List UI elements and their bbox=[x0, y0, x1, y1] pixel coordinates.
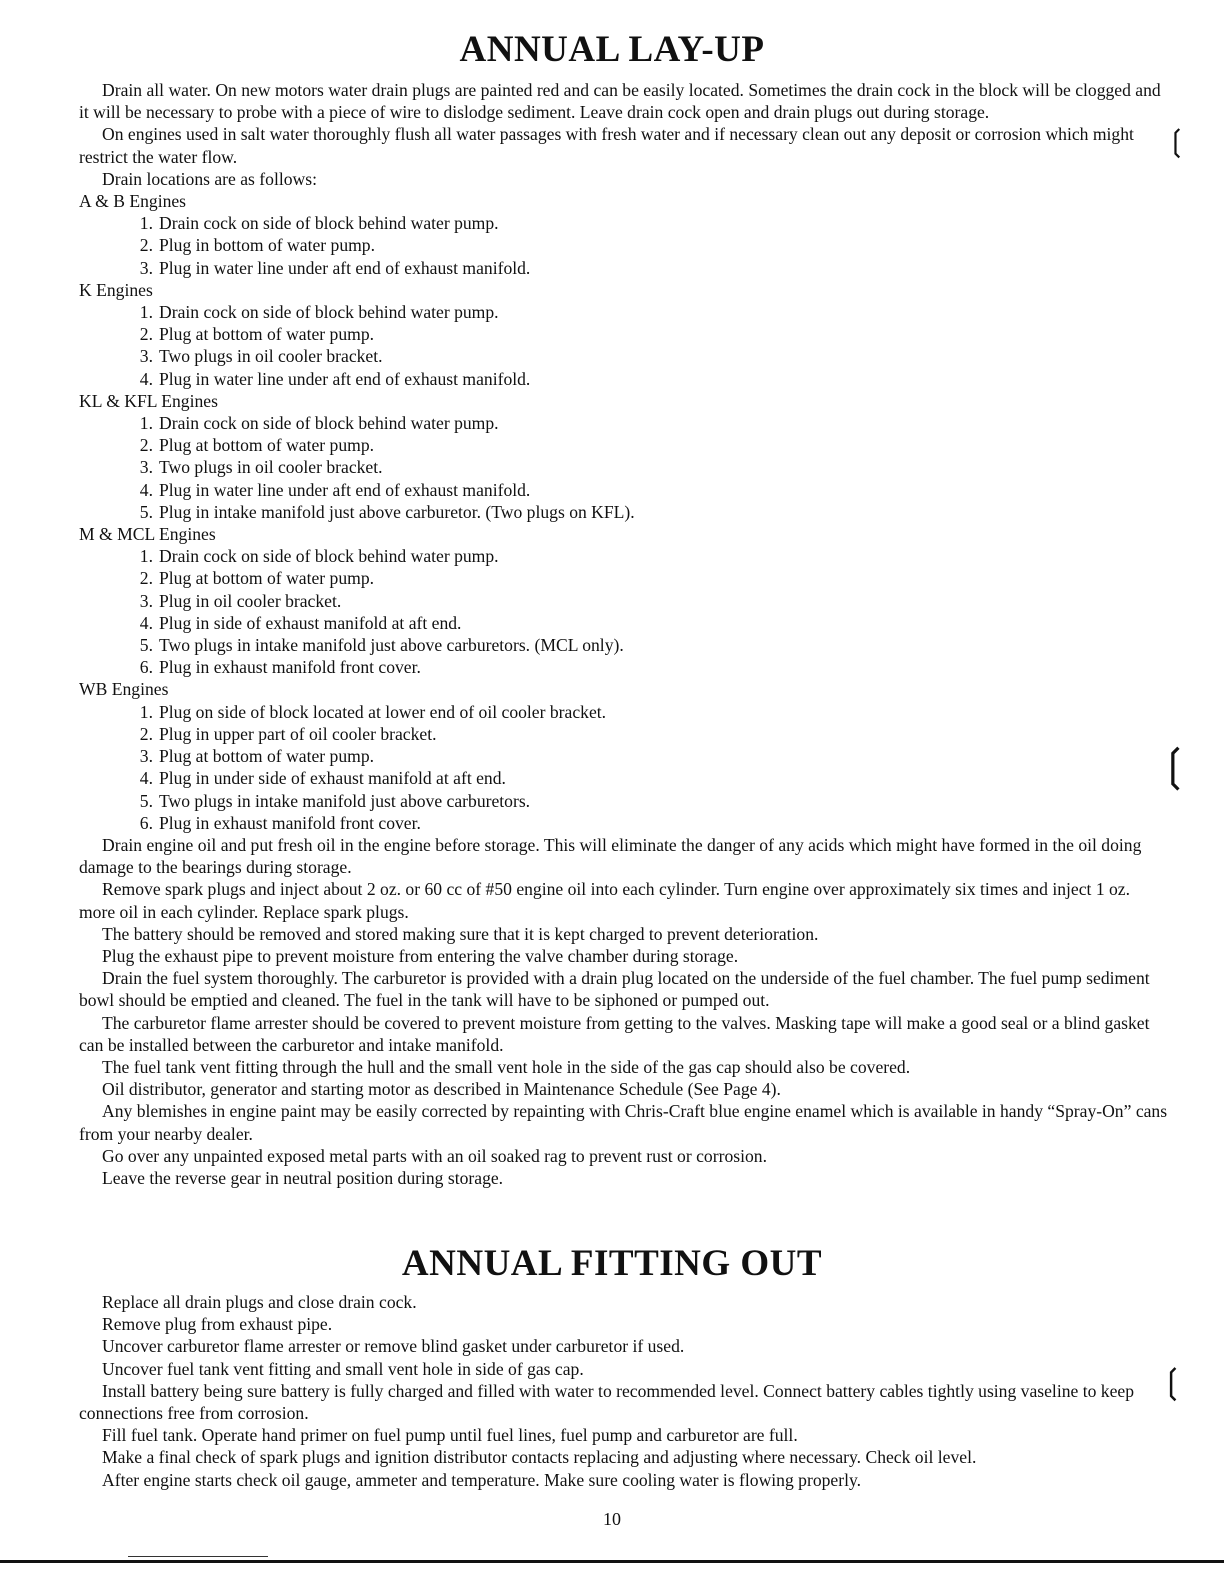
list-item: 1. Plug on side of block located at lower end of oil cooler bracket. bbox=[139, 701, 607, 722]
list-item: 5. Plug in intake manifold just above carburetor. (Two plugs on KFL). bbox=[139, 501, 635, 522]
list-item: 1. Drain cock on side of block behind water pump. bbox=[139, 413, 499, 434]
list-item: 5. Two plugs in intake manifold just above carburetors. (MCL only). bbox=[139, 635, 624, 656]
list-item: 3. Plug in water line under aft end of exhaust manifold. bbox=[139, 257, 531, 278]
engine-group-heading: A & B Engines bbox=[79, 191, 187, 212]
list-item: 3. Plug at bottom of water pump. bbox=[139, 746, 375, 767]
list-item: 4. Plug in water line under aft end of exhaust manifold. bbox=[139, 368, 531, 389]
paragraph: Install battery being sure battery is fully charged and filled with water to recommended level. Connect battery cables tightly using vaseline to keep connections free from corrosion. bbox=[79, 1380, 1135, 1424]
drain-location-list bbox=[79, 412, 1169, 523]
drain-location-list bbox=[79, 301, 1169, 390]
list-item: 3. Two plugs in oil cooler bracket. bbox=[139, 457, 383, 478]
paragraph: Drain engine oil and put fresh oil in the engine before storage. This will eliminate the danger of any acids which might have formed in the oil doing damage to the bearings during storage. bbox=[79, 834, 1142, 878]
paragraph: Any blemishes in engine paint may be easily corrected by repainting with Chris-Craft blue engine enamel which is available in handy “Spray-On” cans from your nearby dealer. bbox=[79, 1101, 1168, 1144]
paragraph: Go over any unpainted exposed metal parts with an oil soaked rag to prevent rust or corrosion. bbox=[102, 1145, 767, 1166]
list-item: 3. Two plugs in oil cooler bracket. bbox=[139, 346, 383, 367]
list-item: 6. Plug in exhaust manifold front cover. bbox=[139, 657, 421, 678]
divider bbox=[0, 1560, 1224, 1563]
paragraph: Remove spark plugs and inject about 2 oz. or 60 cc of #50 engine oil into each cylinder. Turn engine over approximately six times and inject 1 oz. more oil in each cylinder. Replace spark plugs. bbox=[79, 879, 1131, 922]
paragraph: Drain locations are as follows: bbox=[102, 168, 317, 189]
list-item: 2. Plug in upper part of oil cooler bracket. bbox=[139, 723, 437, 744]
list-item: 2. Plug at bottom of water pump. bbox=[139, 324, 375, 345]
paragraph: Replace all drain plugs and close drain cock. bbox=[102, 1292, 417, 1312]
fitting-out-section-body bbox=[79, 1291, 1169, 1491]
engine-group-heading: M & MCL Engines bbox=[79, 524, 216, 545]
paragraph: Remove plug from exhaust pipe. bbox=[102, 1314, 333, 1335]
engine-group-heading: K Engines bbox=[79, 279, 153, 300]
list-item: 2. Plug in bottom of water pump. bbox=[139, 235, 375, 256]
page-number: 10 bbox=[603, 1509, 621, 1529]
paragraph: Drain all water. On new motors water drain plugs are painted red and can be easily located. Sometimes the drain cock in the block will be clogged and it will be necessary to probe with a piece of wire to dislodge sediment. Leave drain cock open and drain plugs out during storage. bbox=[79, 80, 1161, 123]
drain-location-list bbox=[79, 701, 1169, 834]
engine-group-heading: WB Engines bbox=[79, 679, 169, 700]
paragraph: The battery should be removed and stored making sure that it is kept charged to prevent deterioration. bbox=[102, 923, 819, 944]
paragraph: Fill fuel tank. Operate hand primer on fuel pump until fuel lines, fuel pump and carburetor are full. bbox=[102, 1425, 798, 1446]
section-title-annual-lay-up: ANNUAL LAY-UP bbox=[459, 29, 765, 70]
paragraph: Leave the reverse gear in neutral position during storage. bbox=[102, 1167, 504, 1188]
list-item: 6. Plug in exhaust manifold front cover. bbox=[139, 812, 421, 833]
paragraph: The fuel tank vent fitting through the hull and the small vent hole in the side of the gas cap should also be covered. bbox=[102, 1056, 911, 1077]
lay-up-section-body bbox=[79, 79, 1169, 1189]
list-item: 5. Two plugs in intake manifold just above carburetors. bbox=[139, 790, 531, 811]
list-item: 4. Plug in under side of exhaust manifold at aft end. bbox=[139, 768, 506, 789]
paragraph: Plug the exhaust pipe to prevent moisture from entering the valve chamber during storage. bbox=[102, 945, 739, 966]
paragraph: Uncover carburetor flame arrester or remove blind gasket under carburetor if used. bbox=[102, 1336, 685, 1357]
divider bbox=[128, 1556, 268, 1557]
engine-group-heading: KL & KFL Engines bbox=[79, 390, 218, 411]
paragraph: Oil distributor, generator and starting motor as described in Maintenance Schedule (See Page 4). bbox=[102, 1079, 781, 1100]
list-item: 1. Drain cock on side of block behind water pump. bbox=[139, 213, 499, 234]
paragraph: After engine starts check oil gauge, ammeter and temperature. Make sure cooling water is flowing properly. bbox=[102, 1469, 862, 1490]
paragraph: Make a final check of spark plugs and ignition distributor contacts replacing and adjusting where necessary. Check oil level. bbox=[102, 1447, 977, 1468]
binder-hole-mark-icon: ❲ bbox=[1164, 124, 1190, 159]
paragraph: The carburetor flame arrester should be covered to prevent moisture from getting to the valves. Masking tape will make a good seal or a blind gasket can be installed between the carburetor and intake manifold. bbox=[79, 1012, 1150, 1055]
list-item: 2. Plug at bottom of water pump. bbox=[139, 568, 375, 589]
list-item: 4. Plug in water line under aft end of exhaust manifold. bbox=[139, 479, 531, 500]
list-item: 4. Plug in side of exhaust manifold at aft end. bbox=[139, 612, 462, 633]
paragraph: Uncover fuel tank vent fitting and small vent hole in side of gas cap. bbox=[102, 1358, 584, 1379]
list-item: 3. Plug in oil cooler bracket. bbox=[139, 590, 342, 611]
list-item: 1. Drain cock on side of block behind water pump. bbox=[139, 546, 499, 567]
paragraph: Drain the fuel system thoroughly. The carburetor is provided with a drain plug located on the underside of the fuel chamber. The fuel pump sediment bowl should be emptied and cleaned. The fuel in the tank will have to be siphoned or pumped out. bbox=[79, 968, 1150, 1011]
list-item: 2. Plug at bottom of water pump. bbox=[139, 435, 375, 456]
drain-location-list bbox=[79, 545, 1169, 678]
section-title-annual-fitting-out: ANNUAL FITTING OUT bbox=[401, 1243, 823, 1284]
binder-hole-mark-icon: ❲ bbox=[1158, 1362, 1187, 1402]
drain-location-list bbox=[79, 212, 1169, 279]
list-item: 1. Drain cock on side of block behind water pump. bbox=[139, 302, 499, 323]
paragraph: On engines used in salt water thoroughly flush all water passages with fresh water and if necessary clean out any deposit or corrosion which might restrict the water flow. bbox=[79, 124, 1134, 167]
binder-hole-mark-icon: ❲ bbox=[1156, 740, 1193, 791]
